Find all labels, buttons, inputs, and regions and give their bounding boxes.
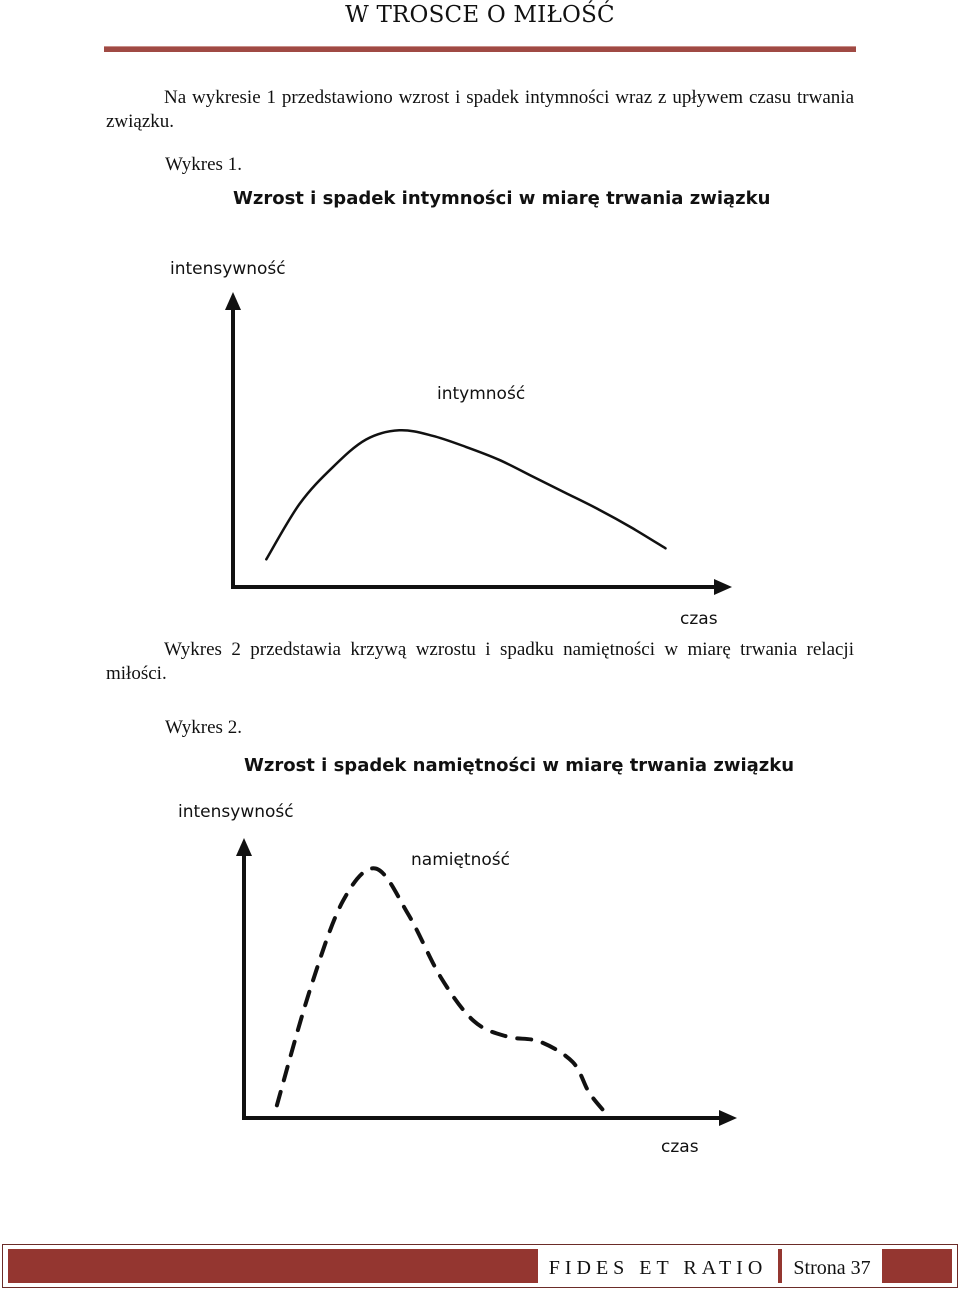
footer-page-number: Strona 37 (782, 1249, 882, 1283)
chart-2-title: Wzrost i spadek namiętności w miarę trwania związku (244, 755, 795, 776)
data-point (589, 1092, 590, 1093)
page-footer (2, 1244, 958, 1288)
series-label-1: intymność (437, 384, 526, 404)
y-axis-label: intensywność (178, 802, 294, 822)
y-axis-label: intensywność (170, 259, 286, 279)
page-header-title: W TROSCE O MIŁOŚĆ (345, 2, 615, 28)
chart-2-caption: Wykres 2. (165, 717, 242, 738)
data-point (605, 1112, 606, 1113)
x-axis-arrow-icon (719, 1110, 737, 1126)
paragraph-1-text: Na wykresie 1 przedstawiono wzrost i spadek intymności wraz z upływem czasu trwania związku. (106, 87, 854, 132)
x-axis-label: czas (680, 609, 718, 629)
footer-journal-name: FIDES ET RATIO (538, 1249, 778, 1283)
chart-1-title: Wzrost i spadek intymności w miarę trwania związku (233, 188, 771, 209)
paragraph-2-text: Wykres 2 przedstawia krzywą wzrostu i spadku namiętności w miarę trwania relacji miłości. (106, 639, 854, 684)
chart-1-caption: Wykres 1. (165, 154, 242, 175)
data-point (539, 1041, 540, 1042)
series-label-1: namiętność (411, 850, 510, 870)
y-axis-arrow-icon (236, 838, 252, 856)
series-line-1 (277, 868, 606, 1113)
x-axis-label: czas (661, 1137, 699, 1157)
